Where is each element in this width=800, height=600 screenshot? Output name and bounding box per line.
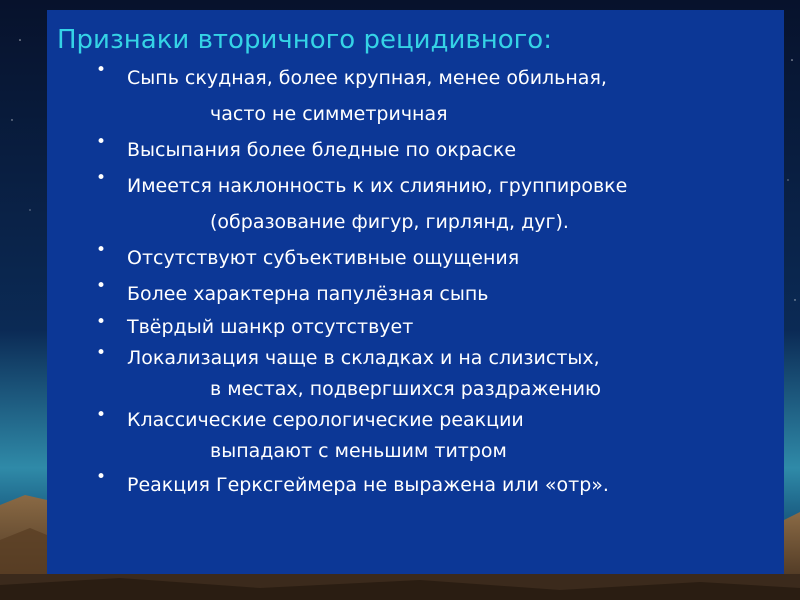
bullet-icon: • xyxy=(96,240,107,260)
list-item-continuation: (образование фигур, гирлянд, дуг). xyxy=(210,211,569,233)
list-item-text: Локализация чаще в складках и на слизистых, xyxy=(127,347,600,369)
list-item xyxy=(57,467,784,503)
list-item-text: Твёрдый шанкр отсутствует xyxy=(127,316,414,338)
bullet-icon: • xyxy=(96,467,107,487)
bullet-icon: • xyxy=(96,312,107,332)
list-item-text: Классические серологические реакции xyxy=(127,409,524,431)
list-item xyxy=(57,405,784,467)
list-item xyxy=(57,132,784,168)
list-item xyxy=(57,312,784,343)
bullet-icon: • xyxy=(96,276,107,296)
list-item-text: Отсутствуют субъективные ощущения xyxy=(127,247,520,269)
bullet-icon: • xyxy=(96,405,107,425)
bullet-list xyxy=(57,60,784,503)
list-item xyxy=(57,240,784,276)
list-item-text: Реакция Герксгеймера не выражена или «отр». xyxy=(127,474,609,496)
bullet-icon: • xyxy=(96,60,107,80)
list-item-continuation: выпадают с меньшим титром xyxy=(210,440,507,462)
bullet-icon: • xyxy=(96,132,107,152)
list-item xyxy=(57,276,784,312)
content-panel xyxy=(47,10,784,574)
list-item-text: Сыпь скудная, более крупная, менее обильная, xyxy=(127,67,607,89)
list-item xyxy=(57,343,784,405)
list-item xyxy=(57,60,784,132)
list-item-text: Высыпания более бледные по окраске xyxy=(127,139,517,161)
list-item xyxy=(57,168,784,240)
list-item-continuation: часто не симметричная xyxy=(210,103,448,125)
list-item-text: Имеется наклонность к их слиянию, группировке xyxy=(127,175,628,197)
list-item-continuation: в местах, подвергшихся раздражению xyxy=(210,378,601,400)
bullet-icon: • xyxy=(96,343,107,363)
bullet-icon: • xyxy=(96,168,107,188)
slide-title: Признаки вторичного рецидивного: xyxy=(57,25,552,55)
list-item-text: Более характерна папулёзная сыпь xyxy=(127,283,489,305)
